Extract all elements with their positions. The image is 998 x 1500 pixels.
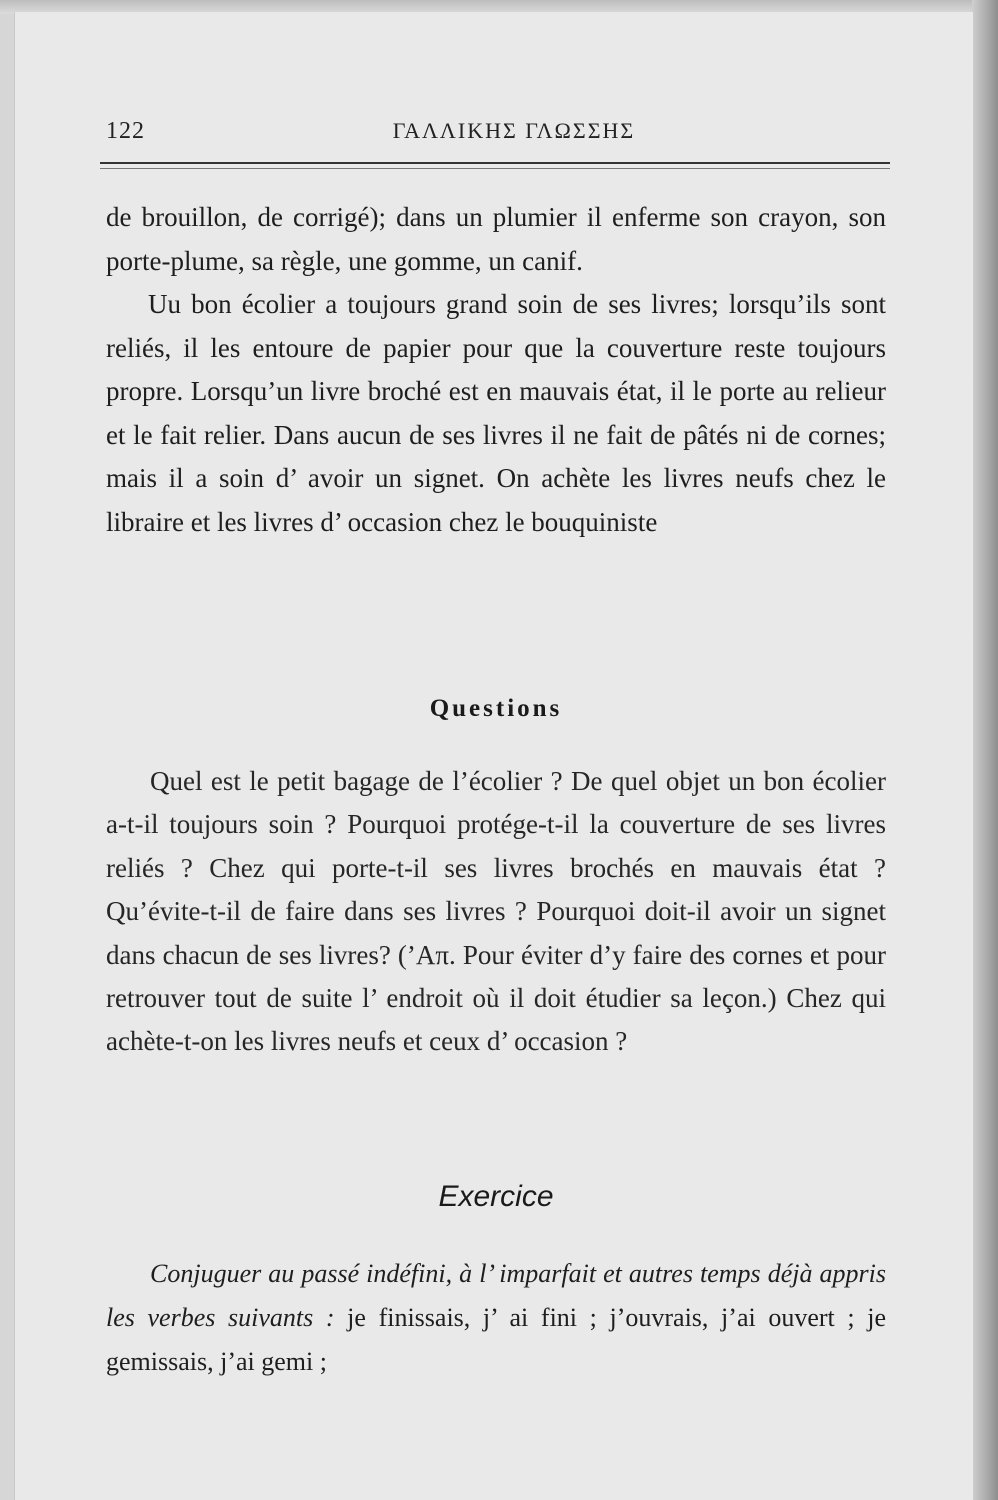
exercice-verbs: je finissais, j’ ai fini ; j’ouvrais, j’ai ouvert ; je gemissais, j’ai gemi ; <box>106 1303 887 1376</box>
exercice-instruction: Conjuguer au passé indéfini, à l’ imparfait et autres temps déjà appris les verbes suivants : <box>106 1259 886 1332</box>
running-head <box>106 118 882 158</box>
header-title: ΓΑΛΛΙΚΗΣ ΓΛΩΣΣΗΣ <box>392 118 636 143</box>
page-number: 122 <box>106 118 145 144</box>
exercice-text <box>106 1252 886 1384</box>
body-text <box>106 196 886 544</box>
header-rule <box>100 162 890 164</box>
paragraph-2: Uu bon écolier a toujours grand soin de ses livres; lorsqu’ils sont reliés, il les entoure de papier pour que la couverture reste toujours propre. Lorsqu’un livre broché est en mauvais état, il le porte au relieur et le fait relier. Dans aucun de ses livres il ne fait de pâtés ni de cornes; mais il a soin d’ avoir un signet. On achète les livres neufs chez le libraire et les livres d’ occasion chez le bouquiniste <box>106 289 886 537</box>
header-rule-thin <box>100 168 890 169</box>
paragraph-1: de brouillon, de corrigé); dans un plumier il enferme son crayon, son porte-plume, sa règle, une gomme, un canif. <box>106 202 886 276</box>
questions-heading: Questions <box>429 695 563 722</box>
exercice-heading: Exercice <box>438 1180 554 1213</box>
questions-text: Quel est le petit bagage de l’écolier ? De quel objet un bon écolier a-t-il toujours soin ? Pourquoi protége-t-il la couverture de ses livres reliés ? Chez qui porte-t-il ses livres brochés en mauvais état ? Qu’évite-t-il de faire dans ses livres ? Pourquoi doit-il avoir un signet dans chacun de ses livres? (’Απ. Pour éviter d’y faire des cornes et pour retrouver tout de suite l’ endroit où il doit étudier sa leçon.) Chez qui achète-t-on les livres neufs et ceux d’ occasion ? <box>106 766 886 1057</box>
scan-edge-right <box>972 0 998 1500</box>
